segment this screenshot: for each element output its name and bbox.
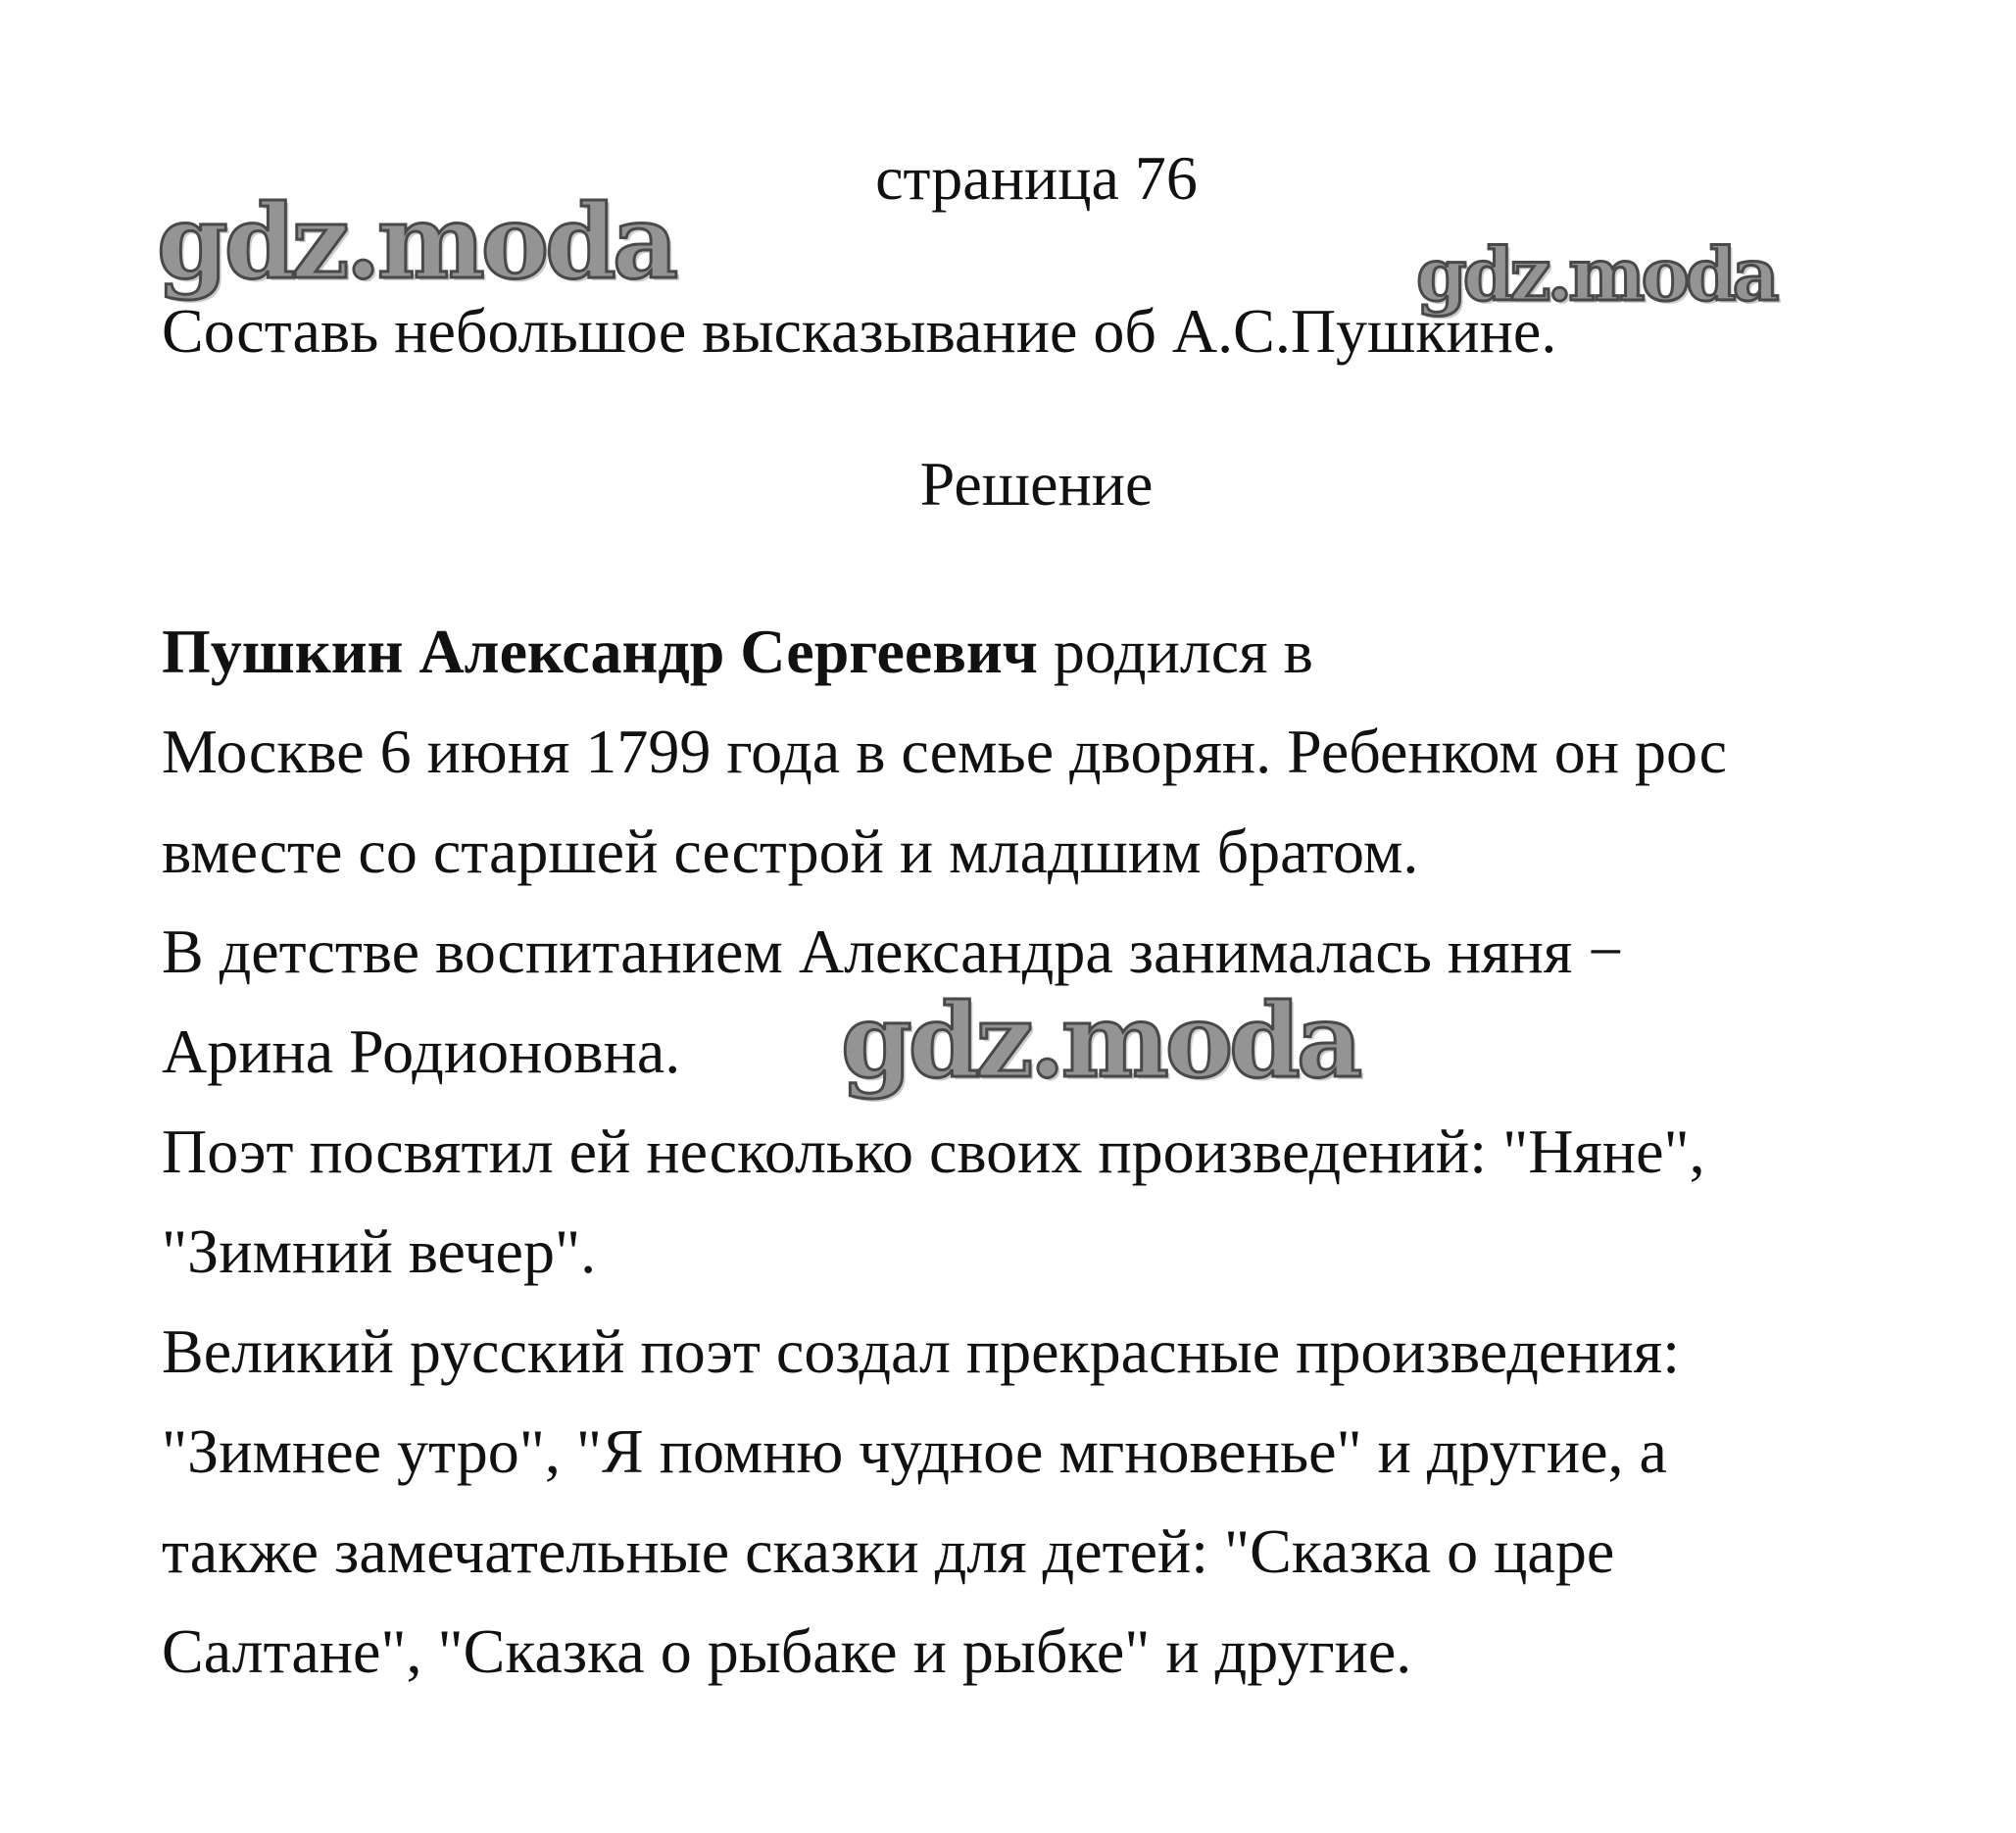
answer-line-text: родился в <box>1037 617 1313 686</box>
answer-line <box>162 602 1975 702</box>
watermark-logo: gdz.moda <box>1416 233 1776 318</box>
answer-line: вместе со старшей сестрой и младшим братом. <box>162 817 1419 886</box>
answer-line: Москве 6 июня 1799 года в семье дворян. Ребенком он рос <box>162 717 1728 786</box>
answer-line: "Зимний вечер". <box>162 1216 597 1286</box>
solution-heading: Решение <box>919 449 1154 519</box>
answer-text <box>162 602 1975 1702</box>
answer-line: "Зимнее утро", "Я помню чудное мгновенье" и другие, а <box>162 1416 1667 1486</box>
watermark-logo: gdz.moda <box>841 980 1359 1101</box>
answer-line: Великий русский поэт создал прекрасные произведения: <box>162 1316 1680 1386</box>
task-text: Составь небольшое высказывание об А.С.Пушкине. <box>162 296 1557 366</box>
answer-line: Арина Родионовна. <box>162 1016 681 1086</box>
answer-line: В детстве воспитанием Александра занималась няня − <box>162 916 1624 986</box>
answer-line: Салтане", "Сказка о рыбаке и рыбке" и другие. <box>162 1616 1412 1686</box>
answer-line: также замечательные сказки для детей: "Сказка о царе <box>162 1516 1615 1586</box>
watermark-logo: gdz.moda <box>157 181 675 302</box>
answer-line: Поэт посвятил ей несколько своих произведений: "Няне", <box>162 1116 1705 1186</box>
author-name: Пушкин Александр Сергеевич <box>162 617 1038 686</box>
page-number: страница 76 <box>875 143 1198 213</box>
